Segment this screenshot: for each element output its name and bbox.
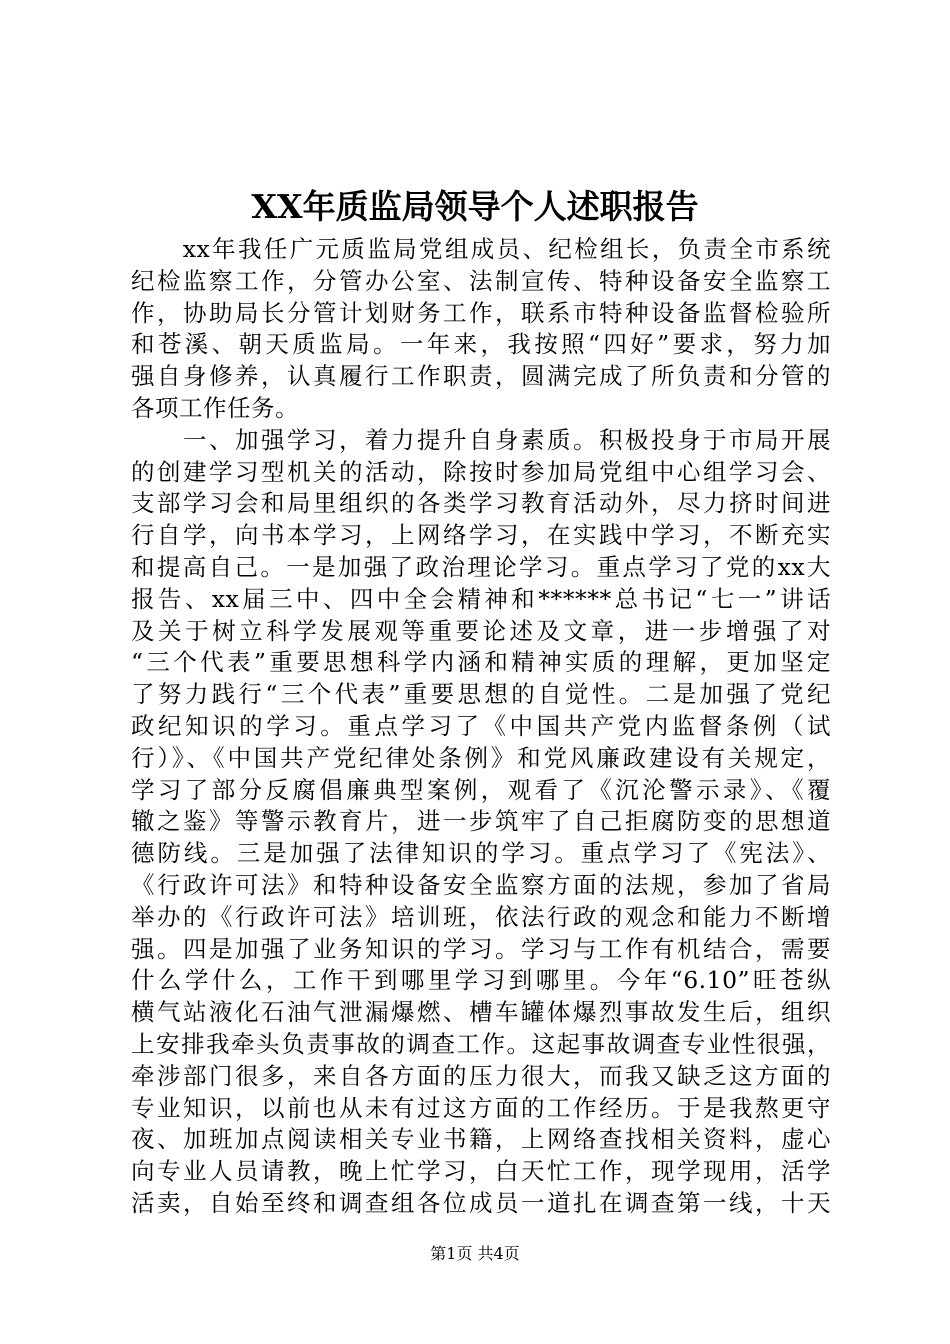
body-line: 一、加强学习，着力提升自身素质。积极投身于市局开展 xyxy=(131,425,831,454)
body-line: 及关于树立科学发展观等重要论述及文章，进一步增强了对 xyxy=(131,616,831,645)
body-line: 《行政许可法》和特种设备安全监察方面的法规，参加了省局 xyxy=(131,870,831,899)
body-line: 举办的《行政许可法》培训班，依法行政的观念和能力不断增 xyxy=(131,902,831,931)
body-line: 纪检监察工作，分管办公室、法制宣传、特种设备安全监察工 xyxy=(131,266,831,295)
body-line: 报告、xx届三中、四中全会精神和******总书记“七一”讲话 xyxy=(131,584,831,613)
body-line: 活卖，自始至终和调查组各位成员一道扎在调查第一线，十天 xyxy=(131,1188,831,1217)
body-line: 横气站液化石油气泄漏爆燃、槽车罐体爆烈事故发生后，组织 xyxy=(131,998,831,1027)
body-line: 各项工作任务。 xyxy=(131,393,299,422)
body-line: 强。四是加强了业务知识的学习。学习与工作有机结合，需要 xyxy=(131,934,831,963)
page-footer: 第1页 共4页 xyxy=(430,1244,520,1263)
body-line: 的创建学习型机关的活动，除按时参加局党组中心组学习会、 xyxy=(131,457,831,486)
body-line: 支部学习会和局里组织的各类学习教育活动外，尽力挤时间进 xyxy=(131,489,831,518)
body-line: 德防线。三是加强了法律知识的学习。重点学习了《宪法》、 xyxy=(131,839,831,868)
body-line: 强自身修养，认真履行工作职责，圆满完成了所负责和分管的 xyxy=(131,362,831,391)
body-line: 向专业人员请教，晚上忙学习，白天忙工作，现学现用，活学 xyxy=(131,1157,831,1186)
body-line: 了努力践行“三个代表”重要思想的自觉性。二是加强了党纪 xyxy=(131,680,831,709)
body-line: 牵涉部门很多，来自各方面的压力很大，而我又缺乏这方面的 xyxy=(131,1061,831,1090)
body-line: xx年我任广元质监局党组成员、纪检组长，负责全市系统 xyxy=(131,235,831,263)
body-line: 政纪知识的学习。重点学习了《中国共产党内监督条例（试 xyxy=(131,711,831,740)
body-line: 夜、加班加点阅读相关专业书籍，上网络查找相关资料，虚心 xyxy=(131,1125,831,1154)
document-body xyxy=(131,234,831,1220)
body-line: 专业知识，以前也从未有过这方面的工作经历。于是我熬更守 xyxy=(131,1093,831,1122)
body-line: 学习了部分反腐倡廉典型案例，观看了《沉沦警示录》、《覆 xyxy=(131,775,831,804)
body-line: 和苍溪、朝天质监局。一年来，我按照“四好”要求，努力加 xyxy=(131,330,831,359)
body-line: 作，协助局长分管计划财务工作，联系市特种设备监督检验所 xyxy=(131,298,831,327)
body-line: 行）》、《中国共产党纪律处条例》和党风廉政建设有关规定， xyxy=(131,743,831,772)
body-line: 上安排我牵头负责事故的调查工作。这起事故调查专业性很强， xyxy=(131,1029,831,1058)
body-line: 和提高自己。一是加强了政治理论学习。重点学习了党的xx大 xyxy=(131,552,831,581)
body-line: 什么学什么，工作干到哪里学习到哪里。今年“6.10”旺苍纵 xyxy=(131,966,831,995)
body-line: “三个代表”重要思想科学内涵和精神实质的理解，更加坚定 xyxy=(131,648,831,677)
document-title: XX年质监局领导个人述职报告 xyxy=(251,187,699,226)
body-line: 行自学，向书本学习，上网络学习，在实践中学习，不断充实 xyxy=(131,521,831,550)
body-line: 辙之鉴》等警示教育片，进一步筑牢了自己拒腐防变的思想道 xyxy=(131,807,831,836)
